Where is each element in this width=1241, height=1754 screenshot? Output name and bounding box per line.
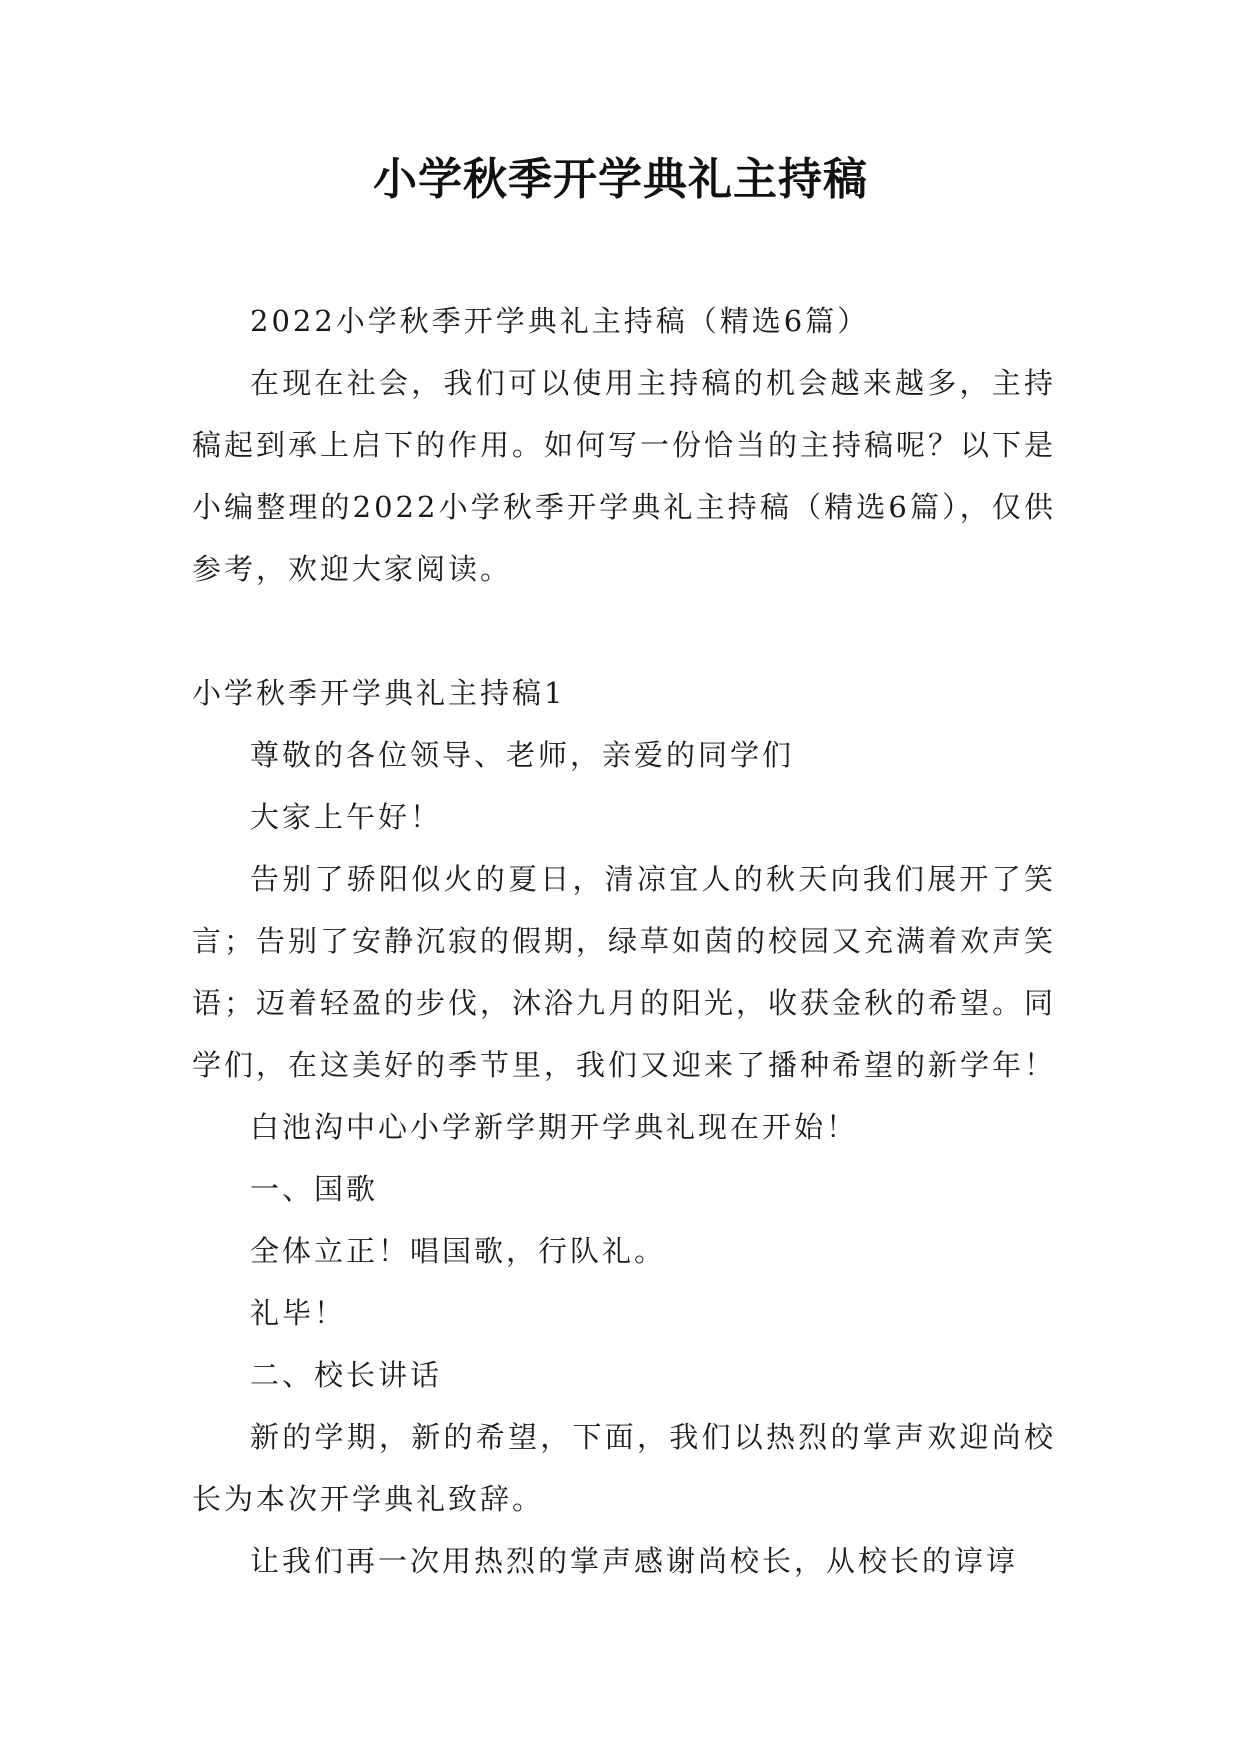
- paragraph-principal-heading: 二、校长讲话: [250, 1358, 443, 1392]
- document-subtitle: 2022小学秋季开学典礼主持稿（精选6篇）: [250, 304, 870, 338]
- document-body: [192, 290, 1056, 1592]
- document-title: 小学秋季开学典礼主持稿: [373, 154, 868, 205]
- paragraph-thanks: 让我们再一次用热烈的掌声感谢尚校长，从校长的谆谆: [250, 1544, 1019, 1578]
- paragraph-salute-end: 礼毕！: [250, 1296, 347, 1330]
- paragraph-start: 白池沟中心小学新学期开学典礼现在开始！: [250, 1110, 859, 1144]
- paragraph-hello: 大家上午好！: [250, 800, 443, 834]
- paragraph-anthem-heading: 一、国歌: [250, 1172, 379, 1206]
- paragraph-opening: 告别了骄阳似火的夏日，清凉宜人的秋天向我们展开了笑言；告别了安静沉寂的假期，绿草如茵的校园又充满着欢声笑语；迈着轻盈的步伐，沐浴九月的阳光，收获金秋的希望。同学们，在这美好的季节里，我们又迎来了播种希望的新学年！: [192, 862, 1057, 1082]
- paragraph-anthem: 全体立正！唱国歌，行队礼。: [250, 1234, 667, 1268]
- section-title: 小学秋季开学典礼主持稿1: [192, 676, 566, 710]
- paragraph-greeting: 尊敬的各位领导、老师，亲爱的同学们: [250, 738, 795, 772]
- paragraph-principal-intro: 新的学期，新的希望，下面，我们以热烈的掌声欢迎尚校长为本次开学典礼致辞。: [192, 1420, 1056, 1516]
- intro-paragraph: 在现在社会，我们可以使用主持稿的机会越来越多，主持稿起到承上启下的作用。如何写一份恰当的主持稿呢？以下是小编整理的2022小学秋季开学典礼主持稿（精选6篇），仅供参考，欢迎大家阅读。: [192, 366, 1057, 586]
